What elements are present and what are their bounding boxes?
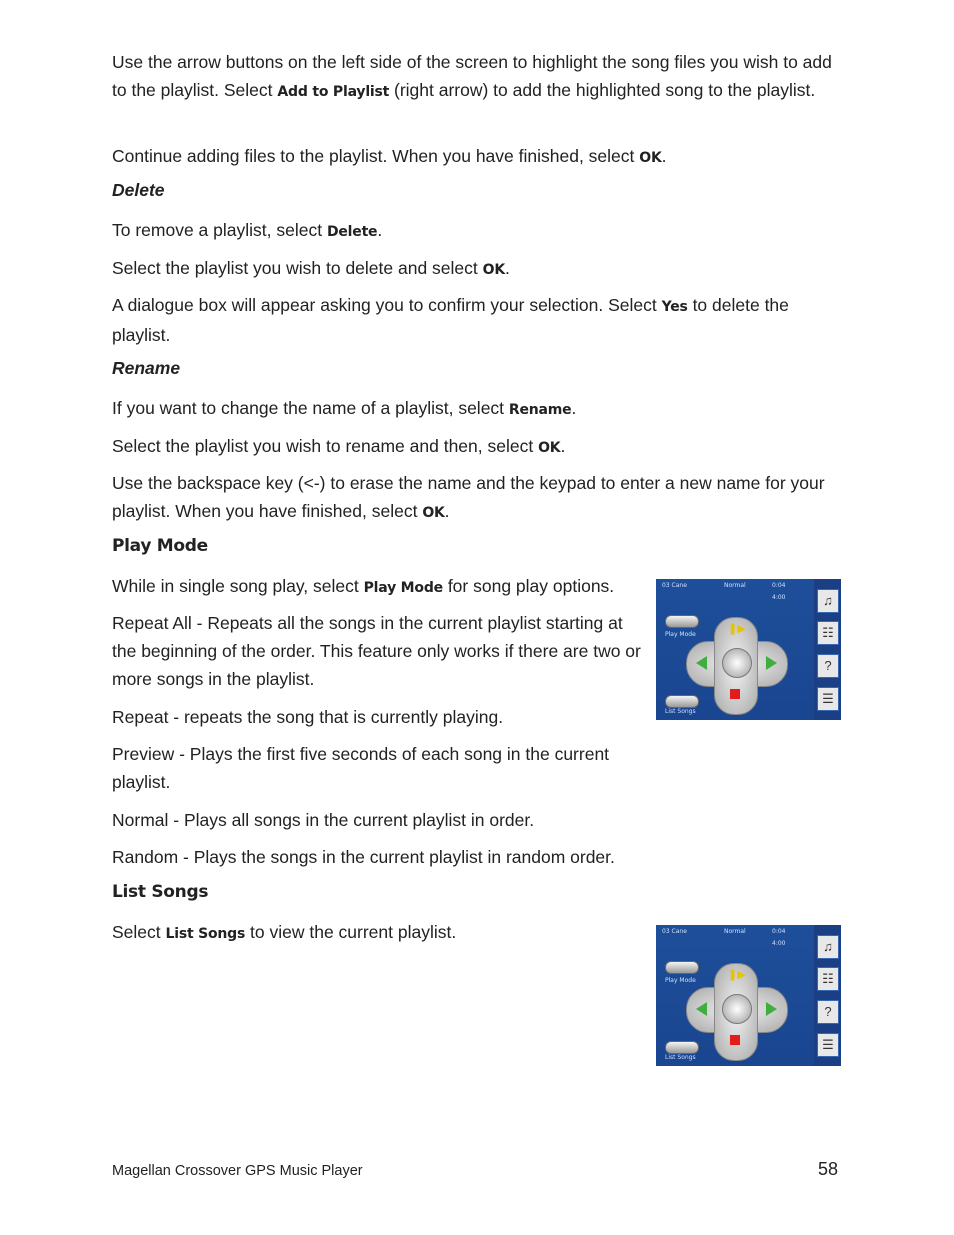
song-title: 03 Cane [662,582,687,589]
elapsed-time: 0:04 [772,582,786,589]
player-screenshot-list-songs [656,925,841,1066]
list-songs-text: List Songs [665,1054,696,1061]
paragraph-normal: Normal - Plays all songs in the current playlist in order. [112,810,535,830]
ok-label: OK [422,505,445,521]
play-mode-button[interactable] [665,961,699,974]
list-songs-button[interactable] [665,695,699,708]
paragraph-continue-adding: Continue adding files to the playlist. When you have finished, select OK. [112,146,667,166]
stop-icon[interactable] [730,1035,740,1045]
delete-heading: Delete [112,180,165,200]
paragraph-add-to-playlist: Use the arrow buttons on the left side of the screen to highlight the song files you wish to add to the playlist. Select Add to Playlist (right arrow) to add the highlighted song to the playlist. [112,52,832,100]
paragraph-select-delete: Select the playlist you wish to delete and select OK. [112,258,510,278]
help-icon[interactable]: ? [817,1000,839,1024]
list-songs-text: List Songs [665,708,696,715]
help-icon[interactable]: ? [817,654,839,678]
equalizer-icon[interactable]: ☷ [817,621,839,645]
center-button[interactable] [722,994,752,1024]
play-mode-text: Play Mode [665,631,696,638]
ok-label: OK [639,150,662,166]
add-to-playlist-label: Add to Playlist [277,84,390,100]
center-button[interactable] [722,648,752,678]
stop-icon[interactable] [730,689,740,699]
list-songs-button[interactable] [665,1041,699,1054]
yes-label: Yes [661,299,688,315]
right-arrow-icon[interactable] [766,656,777,670]
play-mode-heading: Play Mode [112,536,208,556]
song-title: 03 Cane [662,928,687,935]
paragraph-random: Random - Plays the songs in the current playlist in random order. [112,847,615,867]
list-icon[interactable]: ☰ [817,1033,839,1057]
paragraph-single-song-play: While in single song play, select Play Mode for song play options. [112,576,615,596]
right-arrow-icon[interactable] [766,1002,777,1016]
list-icon[interactable]: ☰ [817,687,839,711]
play-mode-button[interactable] [665,615,699,628]
equalizer-icon[interactable]: ☷ [817,967,839,991]
paragraph-repeat: Repeat - repeats the song that is currently playing. [112,707,504,727]
ok-label: OK [482,262,505,278]
paragraph-preview: Preview - Plays the first five seconds of each song in the current playlist. [112,744,610,792]
paragraph-dialogue-confirm: A dialogue box will appear asking you to confirm your selection. Select Yes to delete the playlist. [112,295,789,345]
footer-title: Magellan Crossover GPS Music Player [112,1163,363,1179]
left-arrow-icon[interactable] [696,1002,707,1016]
paragraph-select-rename: Select the playlist you wish to rename and then, select OK. [112,436,566,456]
elapsed-time: 0:04 [772,928,786,935]
play-mode-label: Play Mode [363,580,443,596]
ok-label: OK [538,440,561,456]
paragraph-backspace: Use the backspace key (<-) to erase the name and the keypad to enter a new name for your playlist. When you have finished, select OK. [112,473,825,521]
left-arrow-icon[interactable] [696,656,707,670]
paragraph-change-name: If you want to change the name of a playlist, select Rename. [112,398,577,418]
play-mode-text: Play Mode [665,977,696,984]
mode-label: Normal [724,582,746,589]
paragraph-view-playlist: Select List Songs to view the current playlist. [112,922,457,942]
play-pause-icon[interactable]: ❚▶ [728,969,746,981]
list-songs-label: List Songs [165,926,246,942]
paragraph-remove-playlist: To remove a playlist, select Delete. [112,220,383,240]
page-number: 58 [818,1159,839,1179]
music-note-icon[interactable]: ♫ [817,589,839,613]
rename-label: Rename [508,402,572,418]
total-time: 4:00 [772,594,786,601]
list-songs-heading: List Songs [112,882,209,902]
rename-heading: Rename [112,358,181,378]
paragraph-repeat-all: Repeat All - Repeats all the songs in the current playlist starting at the beginning of the order. This feature only works if there are two or more songs in the playlist. [112,613,641,689]
music-note-icon[interactable]: ♫ [817,935,839,959]
total-time: 4:00 [772,940,786,947]
play-pause-icon[interactable]: ❚▶ [728,623,746,635]
mode-label: Normal [724,928,746,935]
delete-label: Delete [326,224,378,240]
player-screenshot-play-mode [656,579,841,720]
